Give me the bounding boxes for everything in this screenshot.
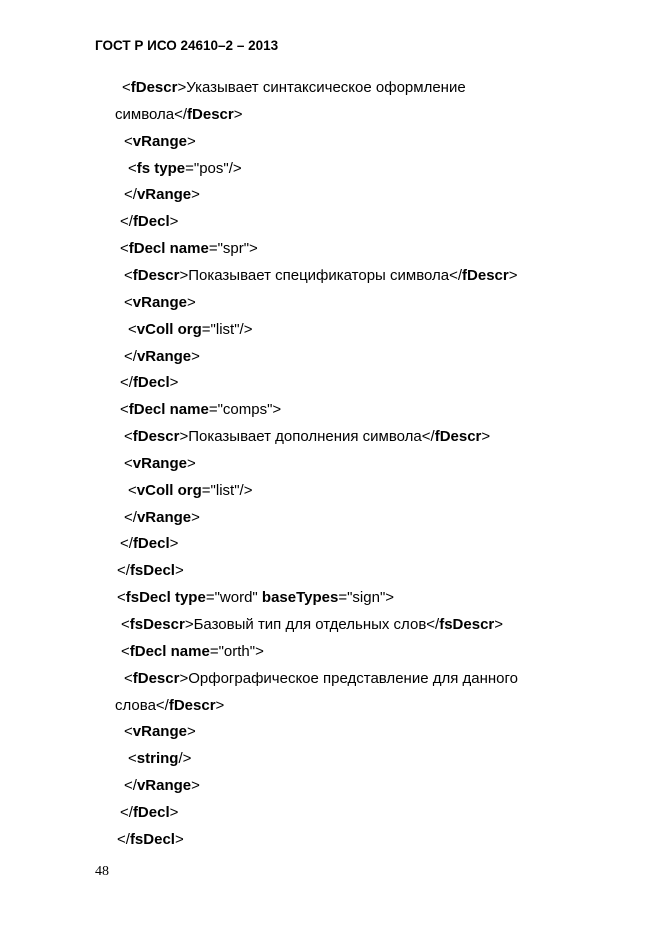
xml-text-token: символа</ (115, 105, 188, 123)
xml-text-token: < (128, 320, 137, 338)
xml-name-token: fDecl (132, 374, 170, 392)
xml-text-token: < (124, 669, 133, 687)
code-line (124, 428, 490, 446)
code-line (128, 482, 252, 500)
xml-text-token: < (117, 589, 126, 607)
xml-name-token: vRange (132, 293, 187, 311)
xml-text-token: > (191, 186, 200, 204)
xml-name-token: fDecl name (128, 401, 209, 419)
xml-text-token: < (124, 454, 133, 472)
xml-text-token: </ (124, 777, 137, 795)
xml-name-token: fsDescr (129, 616, 185, 633)
xml-text-token: < (128, 481, 137, 499)
code-line (120, 213, 178, 231)
xml-name-token: fsDescr (439, 616, 495, 633)
document-header: ГОСТ Р ИСО 24610–2 – 2013 (95, 38, 279, 53)
xml-name-token: vRange (136, 186, 192, 204)
code-line (120, 374, 178, 392)
code-line (120, 535, 178, 553)
xml-text-token: ="orth"> (209, 642, 264, 660)
xml-text-token: < (124, 428, 133, 446)
xml-name-token: vRange (132, 132, 187, 150)
xml-name-token: fDecl (132, 213, 170, 231)
code-line (124, 133, 196, 151)
xml-text-token: > (169, 374, 179, 392)
xml-name-token: vRange (136, 347, 192, 365)
xml-name-token: vRange (136, 777, 192, 795)
xml-text-token: > (186, 293, 196, 311)
xml-text-token: > (494, 616, 504, 633)
xml-name-token: vColl org (136, 320, 202, 338)
xml-text-token: > (481, 428, 491, 446)
code-line (124, 777, 200, 795)
xml-text-token: </ (124, 347, 137, 365)
xml-text-token: </ (117, 830, 130, 848)
xml-text-token: >Орфографическое представление для данного (179, 669, 518, 687)
xml-name-token: fDescr (132, 266, 180, 284)
xml-text-token: ="word" (205, 589, 262, 607)
xml-text-token: < (122, 79, 131, 96)
xml-name-token: fsDecl (129, 562, 175, 580)
xml-text-token: < (128, 750, 137, 768)
code-line (124, 670, 518, 688)
xml-text-token: </ (120, 374, 133, 392)
code-line (128, 160, 242, 178)
code-line (121, 643, 264, 661)
xml-name-token: fDescr (168, 696, 216, 714)
xml-name-token: fDecl name (129, 642, 210, 660)
code-line (120, 401, 281, 419)
xml-text-token: > (186, 723, 196, 741)
xml-text-token: </ (124, 508, 137, 526)
code-line (128, 321, 252, 339)
xml-text-token: ="sign"> (338, 589, 395, 607)
xml-name-token: vColl org (136, 481, 202, 499)
xml-text-token: /> (178, 750, 192, 768)
xml-name-token: string (136, 750, 179, 768)
xml-text-token: > (174, 562, 184, 580)
xml-text-token: >Указывает синтаксическое оформление (177, 79, 466, 96)
page-number: 48 (95, 864, 109, 879)
code-line (124, 348, 200, 366)
xml-text-token: </ (117, 562, 130, 580)
code-line (120, 240, 258, 258)
xml-name-token: fDescr (132, 428, 180, 446)
xml-text-token: < (128, 159, 137, 177)
xml-text-token: < (121, 616, 130, 633)
xml-text-token: > (191, 347, 200, 365)
code-line (121, 616, 503, 634)
xml-text-token: ="pos"/> (185, 159, 242, 177)
code-line (124, 723, 196, 741)
code-line (128, 750, 191, 768)
xml-text-token: > (508, 266, 518, 284)
code-line (124, 186, 200, 204)
xml-text-token: ="comps"> (208, 401, 282, 419)
code-line (124, 294, 196, 312)
code-line (124, 455, 196, 473)
xml-name-token: fDescr (130, 79, 178, 96)
xml-name-token: fDescr (187, 105, 234, 123)
xml-text-token: </ (120, 803, 133, 821)
xml-text-token: > (233, 105, 243, 123)
xml-name-token: fs type (136, 159, 186, 177)
xml-text-token: > (186, 454, 196, 472)
xml-text-token: < (124, 293, 133, 311)
xml-text-token: > (186, 132, 196, 150)
code-line (117, 589, 394, 607)
xml-name-token: baseTypes (261, 589, 339, 607)
xml-name-token: fsDecl type (125, 589, 206, 607)
xml-text-token: > (169, 803, 179, 821)
xml-text-token: >Показывает дополнения символа</ (179, 428, 435, 446)
code-line (117, 562, 184, 580)
xml-text-token: > (191, 508, 200, 526)
code-line (124, 267, 518, 285)
code-line (115, 697, 224, 715)
xml-name-token: vRange (132, 454, 187, 472)
xml-text-token: > (169, 213, 179, 231)
code-line (122, 79, 466, 97)
xml-name-token: fDescr (132, 669, 180, 687)
xml-name-token: vRange (136, 508, 192, 526)
code-line (117, 831, 184, 849)
xml-text-token: > (215, 696, 225, 714)
xml-text-token: ="list"/> (201, 320, 253, 338)
xml-name-token: fDecl (132, 803, 170, 821)
xml-name-token: fDescr (462, 266, 509, 284)
xml-text-token: > (174, 830, 184, 848)
xml-name-token: fDecl name (128, 240, 209, 258)
code-line (115, 106, 243, 124)
xml-text-token: </ (124, 186, 137, 204)
xml-text-token: < (121, 642, 130, 660)
xml-text-token: < (124, 132, 133, 150)
xml-text-token: ="spr"> (208, 240, 258, 258)
code-line (124, 509, 200, 527)
xml-text-token: слова</ (115, 696, 169, 714)
code-line (120, 804, 178, 822)
xml-text-token: >Базовый тип для отдельных слов</ (184, 616, 440, 633)
xml-text-token: </ (120, 535, 133, 553)
xml-text-token: ="list"/> (201, 481, 253, 499)
xml-text-token: > (169, 535, 179, 553)
xml-text-token: < (124, 266, 133, 284)
xml-text-token: >Показывает спецификаторы символа</ (179, 266, 463, 284)
xml-name-token: fDescr (434, 428, 482, 446)
xml-text-token: < (120, 240, 129, 258)
xml-text-token: > (191, 777, 200, 795)
xml-text-token: < (124, 723, 133, 741)
xml-name-token: fsDecl (129, 830, 175, 848)
xml-name-token: vRange (132, 723, 187, 741)
xml-name-token: fDecl (132, 535, 170, 553)
xml-text-token: </ (120, 213, 133, 231)
xml-text-token: < (120, 401, 129, 419)
